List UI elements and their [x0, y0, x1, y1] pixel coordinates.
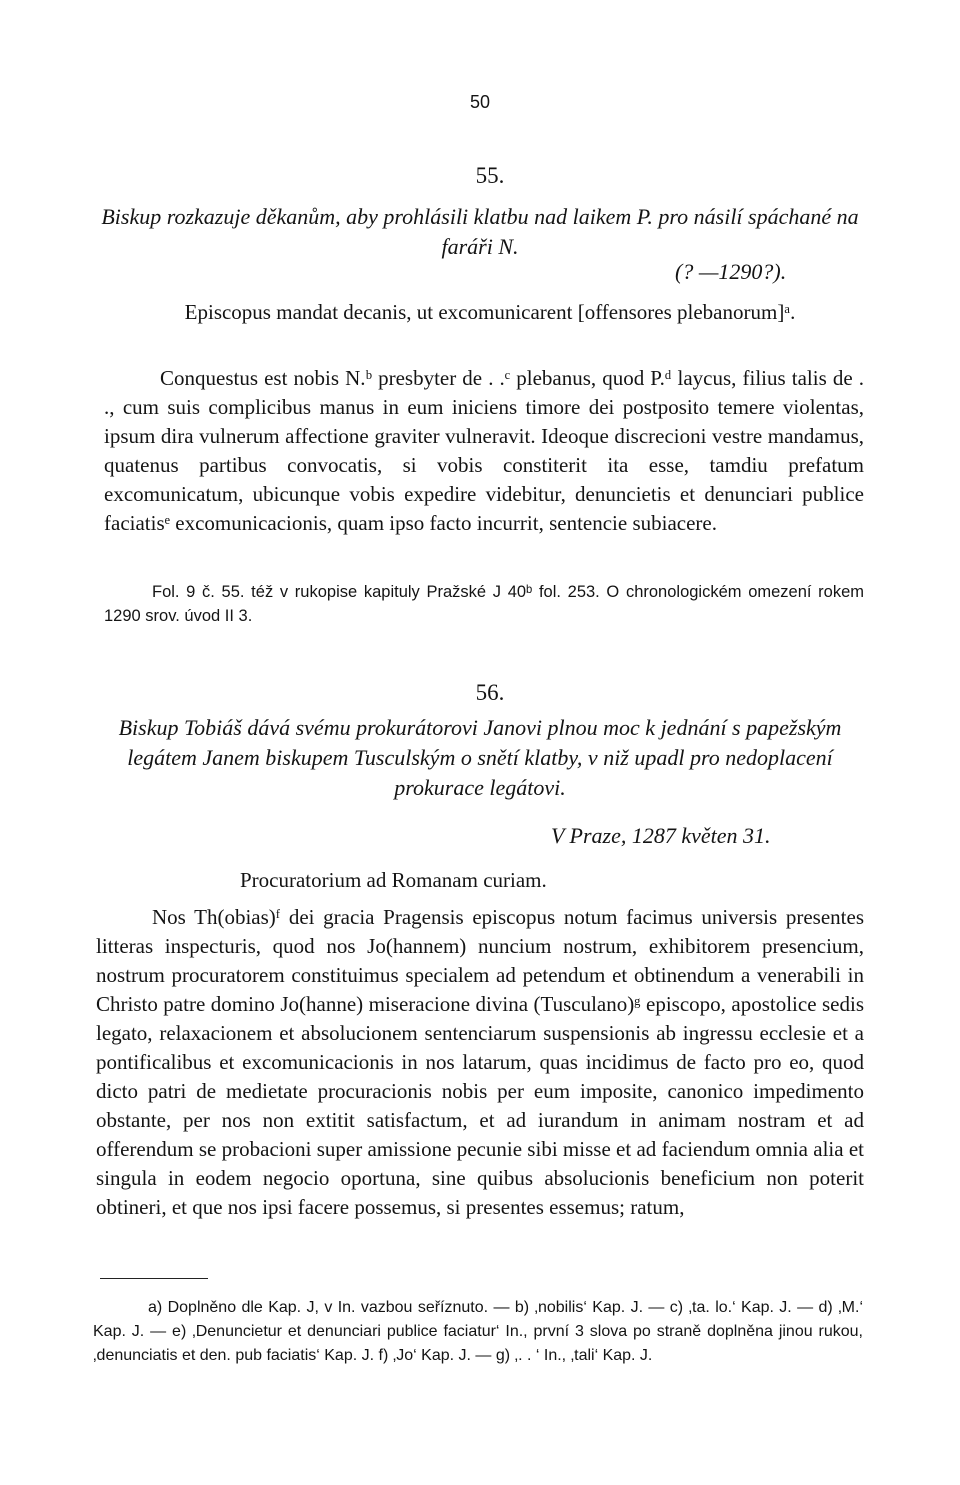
document-text-56: Nos Th(obias)ᶠ dei gracia Pragensis episcopus notum facimus universis presentes litteras inspecturis, quod nos Jo(hannem) nuncium nostrum, exhibitorem presencium, nostrum procuratorem constituimus specialem ad petendum et obtinendum a venerabili in Christo patre domino Jo(hanne) miseracione divina (Tusculano)ᵍ episcopo, apostolice sedis legato, relaxacionem et absolucionem sentenciarum suspensionis ab ingressu ecclesie et a pontificalibus et excomunicacionis in nos latarum, quas incidimus de facto pro eo, quod dicto patri de medietate procuracionis nobis per eum imposite, canonico impedimento obstante, per nos non extitit satisfactum, et ad iurandum in animam nostram et ad offerendum se probacioni super amissione pecunie sibi misse et ad faciendum omnia alia et singula in eodem negocio oportuna, sine quibus absolucionis beneficium non poterit obtineri, et que nos ipsi facere possemus, si presentes essemus; ratum,: [96, 905, 864, 1219]
page-number: 50: [469, 92, 491, 112]
date-56: V Praze, 1287 květen 31.: [551, 823, 771, 848]
footnotes: a) Doplněno dle Kap. J, v In. vazbou seříznuto. — b) ‚nobilis‘ Kap. J. — c) ‚ta. lo.‘ Kap. J. — d) ‚M.‘ Kap. J. — e) ‚Denuncietur et denunciari publice faciatur‘ In., první 3 slova po straně doplněna jinou rukou, ‚denunciatis et den. pub faciatis‘ Kap. J. f) ‚Jo‘ Kap. J. — g) ‚. . ‘ In., ‚tali‘ Kap. J.: [93, 1299, 863, 1364]
archival-note-55: Fol. 9 č. 55. též v rukopise kapituly Pražské J 40ᵇ fol. 253. O chronologickém omezení rokem 1290 srov. úvod II 3.: [104, 583, 864, 625]
latin-title-55: Episcopus mandat decanis, ut excomunicarent [offensores plebanorum]ᵃ.: [184, 300, 796, 324]
czech-summary-55: Biskup rozkazuje děkanům, aby prohlásili klatbu nad laikem P. pro násilí spáchané na faráři N.: [101, 204, 859, 259]
date-55: (? —1290?).: [675, 259, 787, 284]
footnote-separator: [100, 1278, 208, 1279]
latin-title-56: Procuratorium ad Romanam curiam.: [240, 868, 547, 892]
czech-summary-56: Biskup Tobiáš dává svému prokurátorovi Janovi plnou moc k jednání s papežským legátem Janem biskupem Tusculským o snětí klatby, v niž upadl pro nedoplacení prokurace legátovi.: [118, 715, 842, 800]
document-text-55: Conquestus est nobis N.ᵇ presbyter de . .ᶜ plebanus, quod P.ᵈ laycus, filius talis de . ., cum suis complicibus manus in eum iniciens timore dei postposito temere violentas, ipsum dira vulnerum affectione graviter vulneravit. Ideoque discrecioni vestre mandamus, quatenus partibus convocatis, si vobis constiterit ita esse, tamdiu prefatum excomunicatum, ubicunque vobis expedire videbitur, denuncietis et denunciari publice faciatisᵉ excomunicacionis, quam ipso facto incurrit, sentencie subiacere.: [104, 366, 864, 535]
document-number-56: 56.: [475, 680, 505, 705]
document-number-55: 55.: [475, 163, 505, 188]
